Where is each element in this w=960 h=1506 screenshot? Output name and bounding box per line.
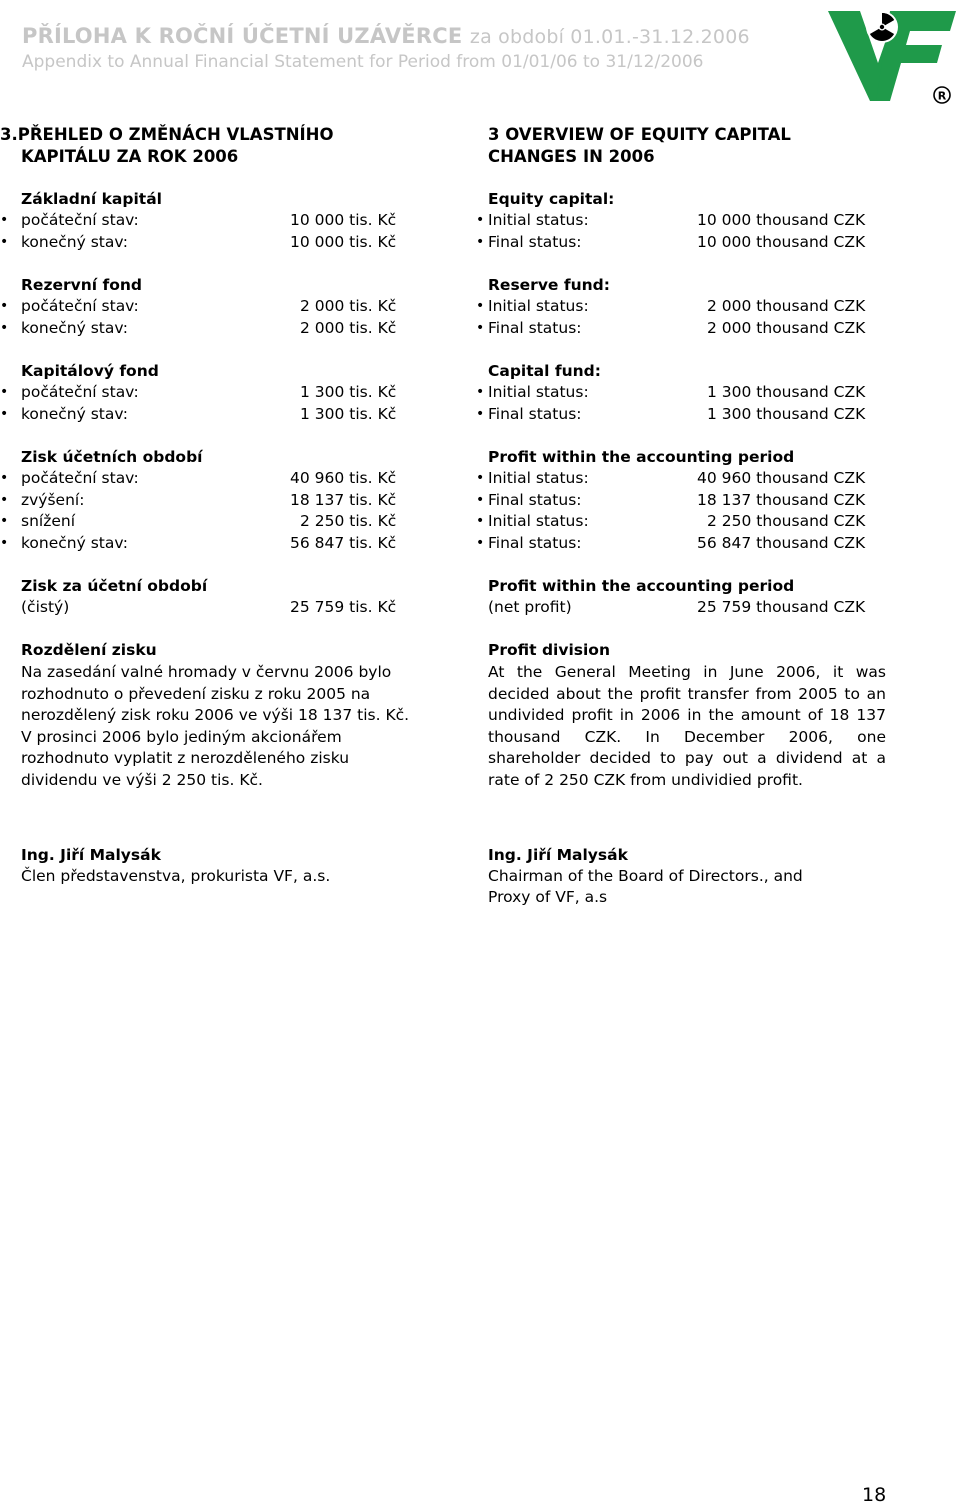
vf-logo xyxy=(826,5,958,107)
list-item xyxy=(0,211,960,233)
bullet-icon: • xyxy=(476,406,485,422)
list-item xyxy=(0,233,960,255)
bullet-icon: • xyxy=(476,320,485,336)
row-label: Final status: xyxy=(488,233,582,251)
row-value: 2 250 tis. Kč xyxy=(300,512,397,530)
row-value: 18 137 tis. Kč xyxy=(290,491,397,509)
list-item xyxy=(0,598,960,620)
section-title-en-line1: 3 OVERVIEW OF EQUITY CAPITAL xyxy=(488,125,791,144)
row-label: počáteční stav: xyxy=(21,297,139,315)
svg-text:R: R xyxy=(937,89,947,103)
heading-profit-accounting-period-net: Profit within the accounting period xyxy=(488,577,795,595)
bullet-icon: • xyxy=(476,492,485,508)
bullet-icon: • xyxy=(0,492,9,508)
bullet-icon: • xyxy=(476,298,485,314)
heading-reserve-fund: Reserve fund: xyxy=(488,276,610,294)
row-label: konečný stav: xyxy=(21,319,128,337)
paragraph-line: V prosinci 2006 bylo jediným akcionářem xyxy=(21,727,342,746)
section-title-cz xyxy=(0,124,334,168)
document-header-title xyxy=(22,24,750,48)
heading-rozdeleni-zisku: Rozdělení zisku xyxy=(21,641,157,659)
signatory-role-en-line1: Chairman of the Board of Directors., and xyxy=(488,867,803,885)
paragraph-line: rozhodnuto o převedení zisku z roku 2005 na xyxy=(21,684,371,703)
profit-division-paragraph: At the General Meeting in June 2006, it was decided about the profit transfer from 2005 to an undivided profit in 2006 in the amount of 18 137 thousand CZK. In December 2006, one shareholder decided to pay out a dividend at a rate of 2 250 CZK from undividied profit. xyxy=(488,663,886,789)
heading-profit-accounting-period: Profit within the accounting period xyxy=(488,448,795,466)
row-label: Initial status: xyxy=(488,211,589,229)
row-label: zvýšení: xyxy=(21,491,85,509)
row-value: 2 000 thousand CZK xyxy=(707,319,866,337)
row-label: snížení xyxy=(21,512,76,530)
header-title-en: Appendix to Annual Financial Statement for Period from 01/01/06 to 31/12/2006 xyxy=(22,52,704,72)
bullet-icon: • xyxy=(0,406,9,422)
row-label: (net profit) xyxy=(488,598,572,616)
bullet-icon: • xyxy=(0,513,9,529)
list-item xyxy=(0,469,960,491)
heading-rezervni-fond: Rezervní fond xyxy=(21,276,142,294)
row-label: počáteční stav: xyxy=(21,211,139,229)
signatory-name-cz: Ing. Jiří Malysák xyxy=(21,846,161,864)
row-value: 18 137 thousand CZK xyxy=(697,491,866,509)
row-value: 25 759 thousand CZK xyxy=(697,598,866,616)
row-label: konečný stav: xyxy=(21,233,128,251)
signatory-role-en-line2: Proxy of VF, a.s xyxy=(488,888,608,906)
row-label: (čistý) xyxy=(21,598,70,616)
bullet-icon: • xyxy=(0,298,9,314)
list-item xyxy=(0,534,960,556)
heading-zisk-za-ucetni-obdobi: Zisk za účetní období xyxy=(21,577,208,595)
row-label: Final status: xyxy=(488,319,582,337)
paragraph-line: rozhodnuto vyplatit z nerozděleného zisku xyxy=(21,749,350,768)
signatory-role-cz: Člen představenstva, prokurista VF, a.s. xyxy=(21,867,331,885)
section-title-cz-line2: KAPITÁLU ZA ROK 2006 xyxy=(21,147,239,166)
row-value: 10 000 thousand CZK xyxy=(697,233,866,251)
list-item xyxy=(0,319,960,341)
bullet-icon: • xyxy=(0,470,9,486)
heading-zakladni-kapital: Základní kapitál xyxy=(21,190,162,208)
row-value: 1 300 thousand CZK xyxy=(707,383,866,401)
row-label: konečný stav: xyxy=(21,405,128,423)
row-value: 2 000 tis. Kč xyxy=(300,319,397,337)
bullet-icon: • xyxy=(0,384,9,400)
paragraph-line: Na zasedání valné hromady v červnu 2006 bylo xyxy=(21,663,392,681)
row-value: 40 960 tis. Kč xyxy=(290,469,397,487)
bullet-icon: • xyxy=(0,535,9,551)
row-label: počáteční stav: xyxy=(21,383,139,401)
bullet-icon: • xyxy=(0,320,9,336)
bullet-icon: • xyxy=(476,212,485,228)
header-title-cz: PŘÍLOHA K ROČNÍ ÚČETNÍ UZÁVĚRCE xyxy=(22,24,463,48)
row-value: 40 960 thousand CZK xyxy=(697,469,866,487)
header-period: za období 01.01.-31.12.2006 xyxy=(469,26,750,48)
row-label: Initial status: xyxy=(488,297,589,315)
rozdeleni-paragraph xyxy=(21,662,441,792)
bullet-icon: • xyxy=(0,212,9,228)
row-label: Initial status: xyxy=(488,512,589,530)
row-value: 1 300 thousand CZK xyxy=(707,405,866,423)
list-item xyxy=(0,491,960,513)
list-item xyxy=(0,512,960,534)
row-label: konečný stav: xyxy=(21,534,128,552)
row-value: 10 000 thousand CZK xyxy=(697,211,866,229)
heading-profit-division: Profit division xyxy=(488,641,610,659)
bullet-icon: • xyxy=(476,470,485,486)
paragraph-line: dividendu ve výši 2 250 tis. Kč. xyxy=(21,770,263,789)
signatory-name-en: Ing. Jiří Malysák xyxy=(488,846,628,864)
row-label: počáteční stav: xyxy=(21,469,139,487)
row-label: Initial status: xyxy=(488,469,589,487)
row-label: Final status: xyxy=(488,491,582,509)
bullet-icon: • xyxy=(476,234,485,250)
paragraph-line: nerozdělený zisk roku 2006 ve výši 18 137 tis. Kč. xyxy=(21,706,410,725)
row-value: 2 000 thousand CZK xyxy=(707,297,866,315)
bullet-icon: • xyxy=(476,384,485,400)
heading-equity-capital: Equity capital: xyxy=(488,190,615,208)
row-value: 10 000 tis. Kč xyxy=(290,211,397,229)
row-value: 1 300 tis. Kč xyxy=(300,405,397,423)
list-item xyxy=(0,297,960,319)
row-value: 56 847 tis. Kč xyxy=(290,534,397,552)
row-label: Initial status: xyxy=(488,383,589,401)
heading-kapitalovy-fond: Kapitálový fond xyxy=(21,362,159,380)
bullet-icon: • xyxy=(476,513,485,529)
row-label: Final status: xyxy=(488,534,582,552)
row-value: 56 847 thousand CZK xyxy=(697,534,866,552)
row-label: Final status: xyxy=(488,405,582,423)
section-title-en xyxy=(488,124,791,168)
bullet-icon: • xyxy=(476,535,485,551)
heading-zisk-ucetnich-obdobi: Zisk účetních období xyxy=(21,448,203,466)
list-item xyxy=(0,405,960,427)
row-value: 2 000 tis. Kč xyxy=(300,297,397,315)
bullet-icon: • xyxy=(0,234,9,250)
section-title-en-line2: CHANGES IN 2006 xyxy=(488,147,655,166)
heading-capital-fund: Capital fund: xyxy=(488,362,601,380)
list-item xyxy=(0,383,960,405)
row-value: 1 300 tis. Kč xyxy=(300,383,397,401)
row-value: 25 759 tis. Kč xyxy=(290,598,397,616)
row-value: 2 250 thousand CZK xyxy=(707,512,866,530)
section-title-cz-line1: 3.PŘEHLED O ZMĚNÁCH VLASTNÍHO xyxy=(0,125,334,144)
row-value: 10 000 tis. Kč xyxy=(290,233,397,251)
page-number: 18 xyxy=(862,1484,887,1506)
